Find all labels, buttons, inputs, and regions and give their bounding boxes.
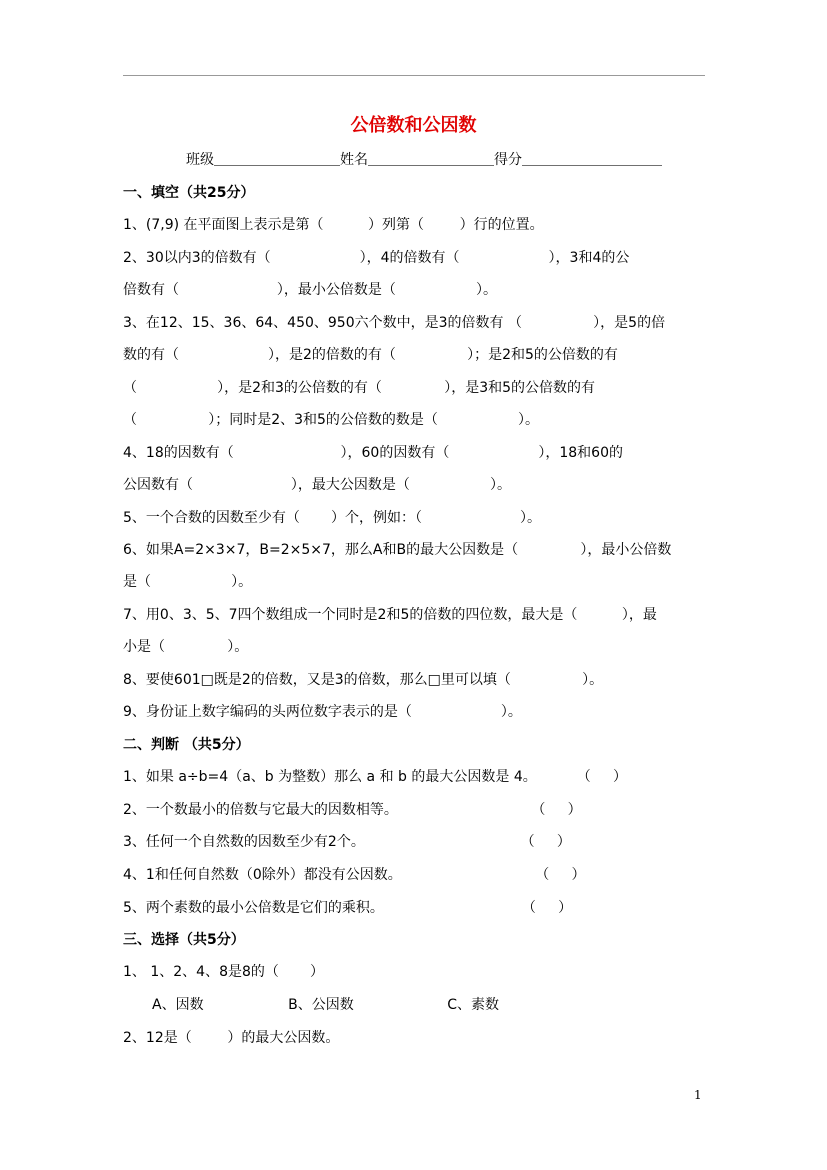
q2-line-cont: 倍数有（ ），最小公倍数是（ ）。 bbox=[123, 282, 498, 298]
q3-line-cont1: 数的有（ ），是2的倍数的有（ ）；是2和5的公倍数的有 bbox=[123, 347, 618, 363]
q6-line: 6、如果A=2×3×7，B=2×5×7，那么A和B的最大公因数是（ ），最小公倍数 bbox=[123, 542, 672, 558]
section2-heading: 二、判断 （共5分） bbox=[123, 737, 250, 753]
judge-item-2: 2、一个数最小的倍数与它最大的因数相等。 （ ） bbox=[123, 802, 582, 818]
header-rule bbox=[123, 75, 705, 76]
q4-line-cont: 公因数有（ ），最大公因数是（ ）。 bbox=[123, 477, 512, 493]
page-title: 公倍数和公因数 bbox=[350, 115, 477, 136]
info-line: 班级＿＿＿＿＿＿＿＿＿姓名＿＿＿＿＿＿＿＿＿得分＿＿＿＿＿＿＿＿＿＿ bbox=[186, 152, 662, 168]
section1-heading: 一、填空（共25分） bbox=[123, 185, 255, 201]
q3-line-cont2: （ ），是2和3的公倍数的有（ ），是3和5的公倍数的有 bbox=[123, 380, 596, 396]
q7-line: 7、用0、3、5、7四个数组成一个同时是2和5的倍数的四位数，最大是（ ），最 bbox=[123, 607, 657, 623]
q3-line: 3、在12、15、36、64、450、950六个数中，是3的倍数有 （ ），是5的倍 bbox=[123, 315, 666, 331]
q8-line: 8、要使601□既是2的倍数，又是3的倍数，那么□里可以填（ ）。 bbox=[123, 672, 604, 688]
section3-heading: 三、选择（共5分） bbox=[123, 932, 245, 948]
q4-line: 4、18的因数有（ ），60的因数有（ ），18和60的 bbox=[123, 445, 623, 461]
q5-line: 5、一个合数的因数至少有（ ）个，例如：（ ）。 bbox=[123, 510, 541, 526]
choice-question-1: 1、 1、2、4、8是8的（ ） bbox=[123, 964, 325, 980]
page-number: 1 bbox=[694, 1088, 702, 1102]
q7-line-cont: 小是（ ）。 bbox=[123, 639, 249, 655]
choice-options-1: A、因数 B、公因数 C、素数 bbox=[152, 997, 499, 1013]
q6-line-cont: 是（ ）。 bbox=[123, 574, 253, 590]
judge-item-5: 5、两个素数的最小公倍数是它们的乘积。 （ ） bbox=[123, 900, 573, 916]
judge-item-4: 4、1和任何自然数（0除外）都没有公因数。 （ ） bbox=[123, 867, 586, 883]
choice-question-2: 2、12是（ ）的最大公因数。 bbox=[123, 1030, 340, 1046]
q1-line: 1、(7,9) 在平面图上表示是第（ ）列第（ ）行的位置。 bbox=[123, 217, 544, 233]
q9-line: 9、身份证上数字编码的头两位数字表示的是（ ）。 bbox=[123, 704, 522, 720]
judge-item-3: 3、任何一个自然数的因数至少有2个。 （ ） bbox=[123, 834, 571, 850]
q3-line-cont3: （ ）；同时是2、3和5的公倍数的数是（ ）。 bbox=[123, 412, 540, 428]
q2-line: 2、30以内3的倍数有（ ），4的倍数有（ ），3和4的公 bbox=[123, 250, 630, 266]
judge-item-1: 1、如果 a÷b=4（a、b 为整数）那么 a 和 b 的最大公因数是 4。 （ ） bbox=[123, 769, 628, 785]
